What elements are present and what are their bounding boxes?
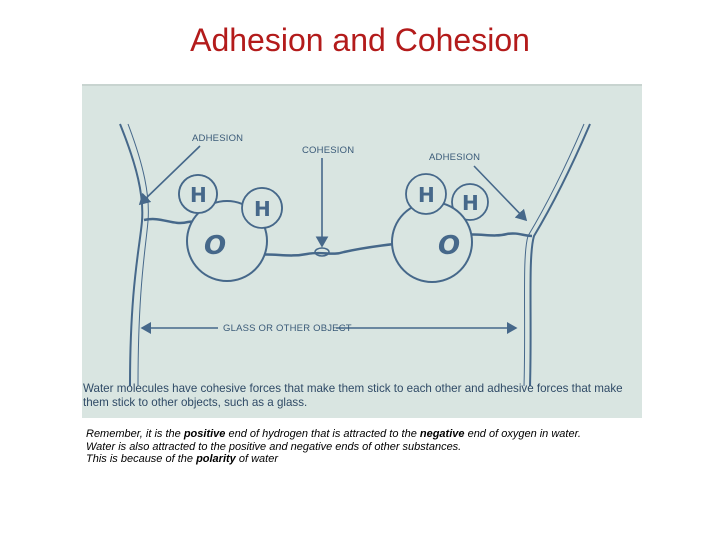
diagram-caption: Water molecules have cohesive forces that make them stick to each other and adhesive forces that make them stick to other objects, such as a glass. <box>83 382 623 409</box>
left-h1-letter: H <box>190 183 207 207</box>
right-h2-letter: H <box>462 191 479 215</box>
right-glass-wall <box>530 124 590 386</box>
note-line-2: Water is also attracted to the positive and negative ends of other substances. <box>86 440 462 453</box>
adhesion-right-label: ADHESION <box>429 152 481 163</box>
right-o-letter: O <box>438 231 461 261</box>
adhesion-left-label: ADHESION <box>192 133 244 144</box>
cohesion-label: COHESION <box>302 145 355 156</box>
note-line-3: This is because of the polarity of water <box>86 453 278 466</box>
right-glass-wall-inner <box>524 124 584 386</box>
left-h2-letter: H <box>254 197 271 221</box>
glass-label: GLASS OR OTHER OBJECT <box>223 323 352 334</box>
note-line-1: Remember, it is the positive end of hydrogen that is attracted to the negative end of oxygen in water. <box>86 428 581 440</box>
adhesion-cohesion-diagram <box>82 86 642 386</box>
polarity-note <box>86 428 646 466</box>
left-o-letter: O <box>204 231 227 261</box>
left-glass-wall <box>120 124 142 386</box>
slide-title: Adhesion and Cohesion <box>190 22 530 58</box>
right-h1-letter: H <box>418 183 435 207</box>
